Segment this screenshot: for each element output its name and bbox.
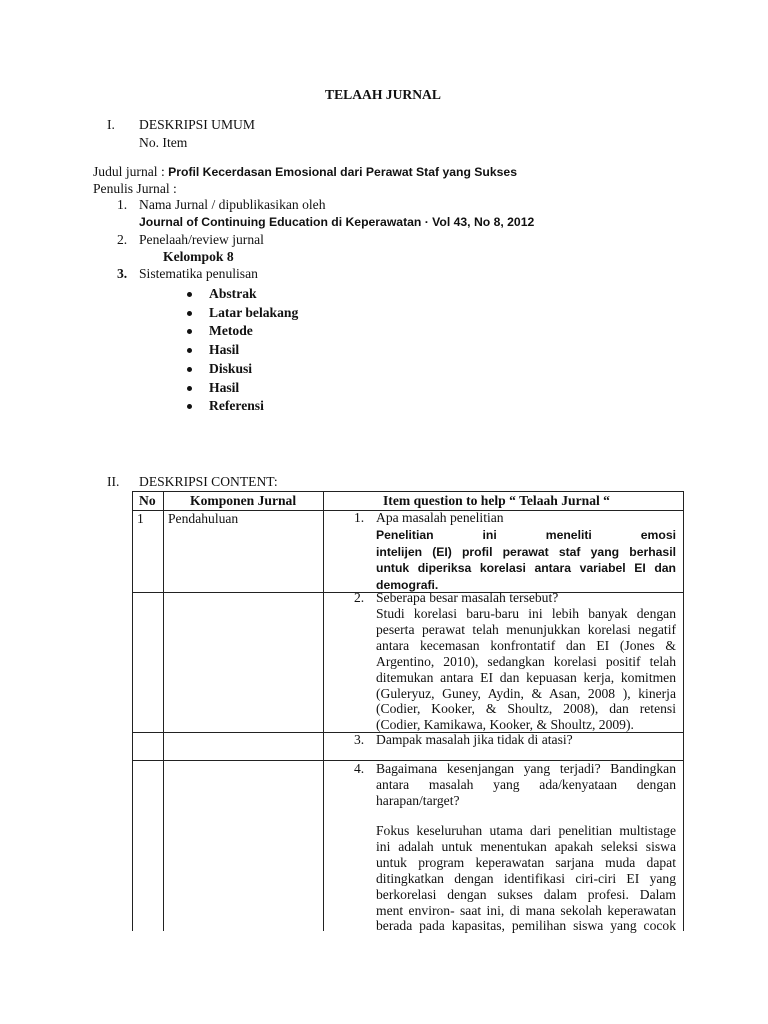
sistematika-item: Referensi <box>209 398 264 414</box>
answer-text: antara kecemasan konfrontatif dan EI (Jones & <box>376 637 676 653</box>
item-2-label: Penelaah/review jurnal <box>139 232 264 247</box>
answer-text: (Guleryuz, Guney, Aydin, & Asan, 2008 ), kinerja <box>376 685 676 701</box>
answer-text: untuk diperiksa korelasi antara variabel EI dan <box>376 561 676 575</box>
question-text: Dampak masalah jika tidak di atasi? <box>376 732 573 747</box>
penulis-label: Penulis Jurnal : <box>93 181 177 196</box>
answer-text: intelijen (EI) profil perawat staf yang berhasil <box>376 544 676 559</box>
answer-text: untuk program keperawatan sarjana muda dapat <box>376 854 676 870</box>
row-component: Pendahuluan <box>168 511 239 526</box>
sistematika-item: Metode <box>209 323 253 339</box>
journal-name: Journal of Continuing Education di Keperawatan · Vol 43, No 8, 2012 <box>139 215 535 229</box>
answer-text: Penelitian ini meneliti emosi <box>376 528 676 542</box>
question-text: harapan/target? <box>376 793 460 808</box>
bullet-icon <box>187 329 192 334</box>
question-text: Bagaimana kesenjangan yang terjadi? Bandingkan <box>376 761 676 776</box>
bullet-icon <box>187 311 192 316</box>
sistematika-item: Hasil <box>209 342 240 358</box>
answer-text: demografi. <box>376 577 439 592</box>
bullet-icon <box>187 292 192 297</box>
table-divider <box>323 492 324 931</box>
table-divider <box>163 492 164 931</box>
question-number: 4. <box>354 761 365 776</box>
bullet-icon <box>187 386 192 391</box>
bullet-icon <box>187 367 192 372</box>
sistematika-item: Diskusi <box>209 360 253 376</box>
item-2-num: 2. <box>117 232 128 247</box>
header-komponen: Komponen Jurnal <box>190 493 297 508</box>
answer-text: ment environ- saat ini, di mana sekolah keperawatan <box>376 902 676 918</box>
question-number: 2. <box>354 590 365 605</box>
answer-text: ini adalah untuk menentukan apakah seleksi siswa <box>376 838 676 854</box>
question-number: 1. <box>354 510 365 525</box>
answer-text: peserta perawat telah menunjukkan korelasi negatif <box>376 621 676 637</box>
section2-numeral: II. <box>107 474 120 489</box>
item-1-num: 1. <box>117 197 128 212</box>
sistematika-item: Abstrak <box>209 286 257 301</box>
item-3-num: 3. <box>117 266 128 281</box>
sistematika-item: Hasil <box>209 379 240 395</box>
answer-text: Argentino, 2010), sedangkan korelasi positif telah <box>376 653 676 669</box>
answer-text: (Codier, Kooker, & Shoultz, 2008), dan retensi <box>376 701 676 717</box>
bullet-icon <box>187 348 192 353</box>
section1-heading: DESKRIPSI UMUM <box>139 117 255 132</box>
item-1-label: Nama Jurnal / dipublikasikan oleh <box>139 197 326 212</box>
answer-text: Studi korelasi baru-baru ini lebih banyak dengan <box>376 606 676 621</box>
sistematika-item: Latar belakang <box>209 304 299 320</box>
answer-text: berkorelasi dengan sukses dalam profesi. Dalam <box>376 886 676 902</box>
judul-line <box>93 164 517 180</box>
row-number: 1 <box>137 511 144 526</box>
question-text: Apa masalah penelitian <box>376 510 504 525</box>
question-text: antara masalah yang ada/kenyataan dengan <box>376 777 676 792</box>
item-3-label: Sistematika penulisan <box>139 266 258 281</box>
answer-text: Fokus keseluruhan utama dari penelitian multistage <box>376 823 676 838</box>
section1-numeral: I. <box>107 117 115 132</box>
answer-text: (Codier, Kamikawa, Kooker, & Shoultz, 2009). <box>376 717 634 733</box>
header-item-question: Item question to help “ Telaah Jurnal “ <box>383 493 610 508</box>
answer-text: berada pada kapasitas, pemilihan siswa yang cocok <box>376 918 676 934</box>
header-no: No <box>139 493 156 508</box>
question-text: Seberapa besar masalah tersebut? <box>376 590 559 605</box>
bullet-icon <box>187 404 192 409</box>
answer-text: ditingkatkan dengan identifikasi ciri-ciri EI yang <box>376 870 676 886</box>
page-title: TELAAH JURNAL <box>325 87 441 102</box>
judul-value: Profil Kecerdasan Emosional dari Perawat Staf yang Sukses <box>168 165 517 179</box>
section2-heading: DESKRIPSI CONTENT: <box>139 474 278 489</box>
reviewer-value: Kelompok 8 <box>163 249 234 264</box>
judul-label: Judul jurnal : <box>93 164 169 179</box>
section1-sub: No. Item <box>139 135 188 150</box>
question-number: 3. <box>354 732 365 747</box>
answer-text: ditemukan antara EI dan kepuasan kerja, komitmen <box>376 669 676 685</box>
